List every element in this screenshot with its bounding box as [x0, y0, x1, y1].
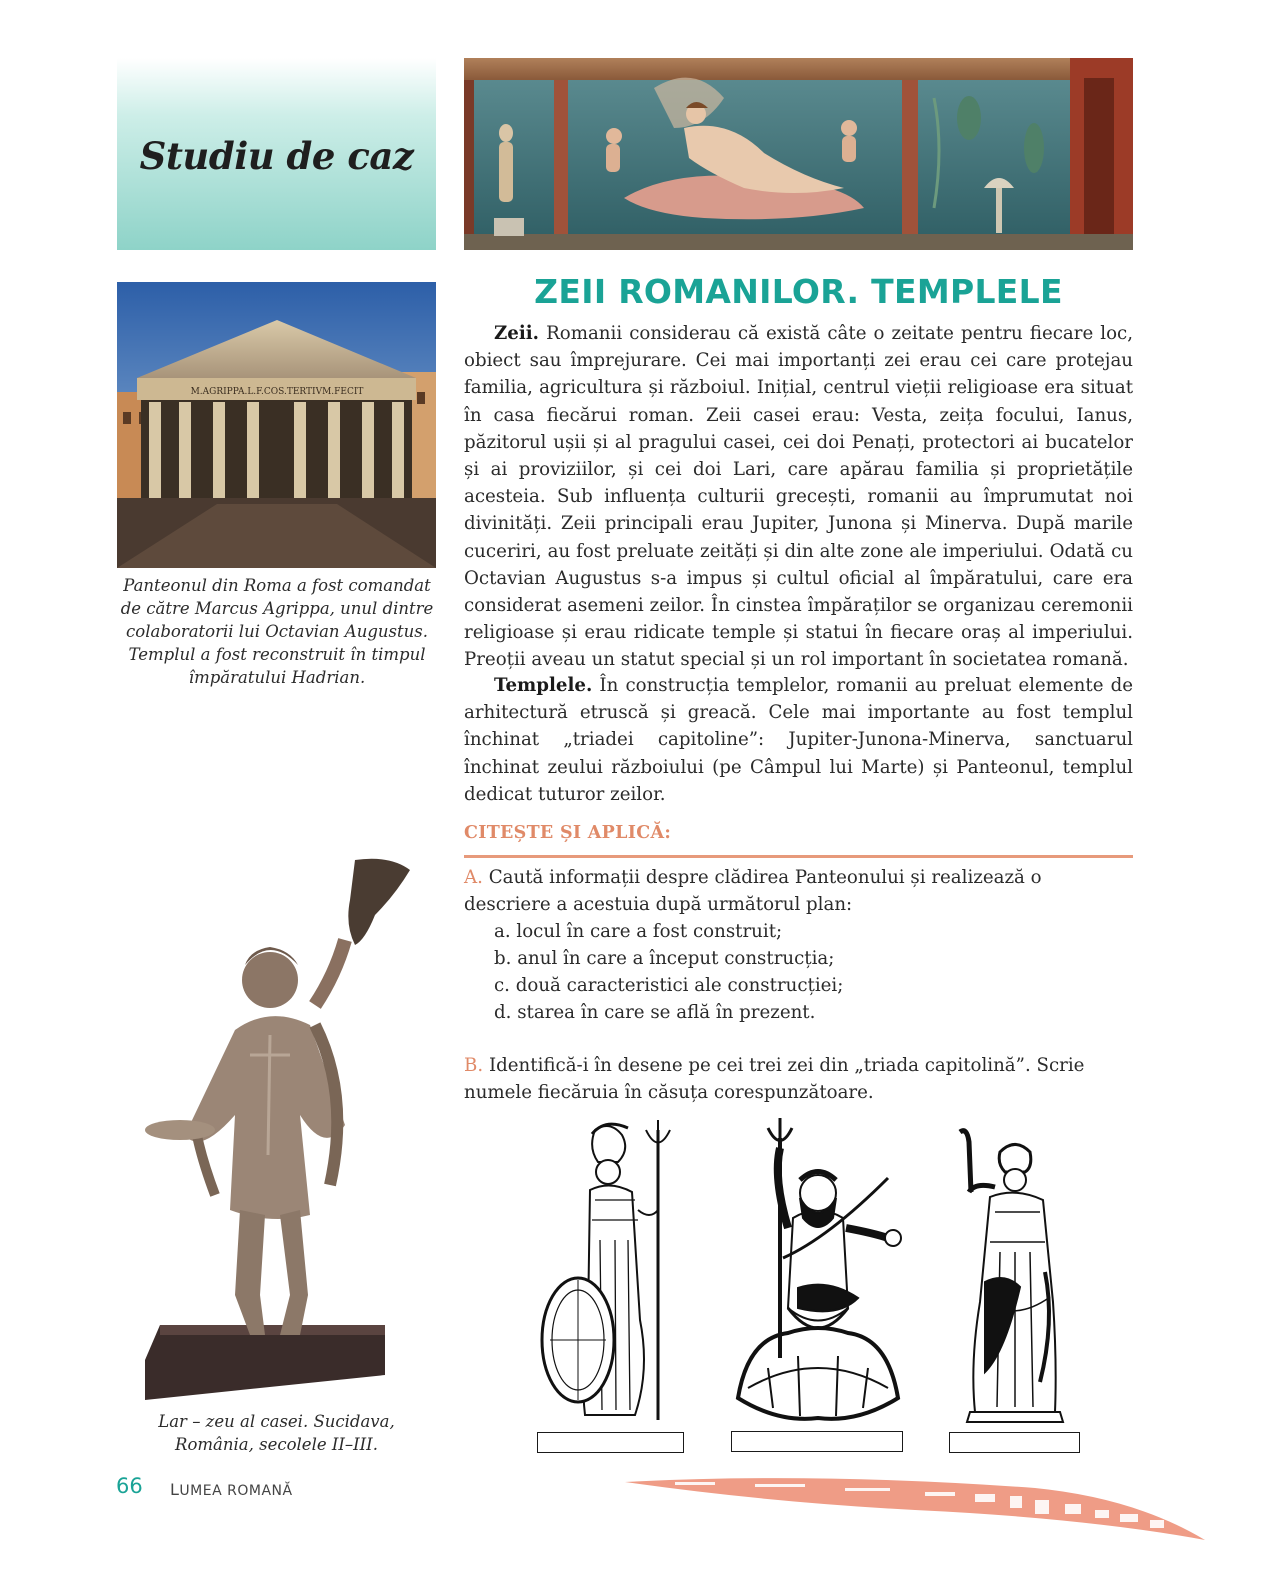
- task-b-text: Identifică-i în desene pe cei trei zei din „triada capitolină”. Scrie numele fiecăruia în căsuța corespunzătoare.: [464, 1055, 1085, 1103]
- caption-line: Templul a fost reconstruit în timpul: [128, 645, 426, 664]
- pantheon-photo: [117, 282, 436, 568]
- caption-line: colaboratorii lui Octavian Augustus.: [126, 622, 428, 641]
- running-title: [170, 1480, 293, 1499]
- temples-text: În construcția templelor, romanii au preluat elemente de arhitectură etruscă și greacă. Cele mai importante au fost templul închinat „triadei capitoline”: Jupiter-Junona-Minerva, sanctuarul închinat zeului războiului (pe Câmpul lui Marte) și Panteonul, templul dedicat tuturor zeilor.: [464, 675, 1133, 805]
- temples-heading: Templele.: [494, 675, 593, 696]
- page-number: 66: [116, 1474, 143, 1498]
- gods-paragraph: [464, 320, 1133, 674]
- lar-statuette-image: [140, 855, 410, 1400]
- case-study-banner: [117, 58, 436, 250]
- list-item: c. două caracteristici ale construcției;: [494, 975, 844, 996]
- exercise-divider: [464, 855, 1133, 858]
- task-a-text: Caută informații despre clădirea Panteonului și realizează o descriere a acestuia după următorul plan:: [464, 867, 1042, 915]
- caption-line: Lar – zeu al casei. Sucidava,: [158, 1412, 395, 1431]
- caption-line: împăratului Hadrian.: [188, 668, 366, 687]
- lar-caption: [117, 1410, 436, 1456]
- section-title: ZEII ROMANILOR. TEMPLELE: [534, 272, 1063, 311]
- task-b: [464, 1052, 1133, 1106]
- answer-box-minerva[interactable]: [537, 1432, 684, 1453]
- pantheon-caption: [110, 574, 444, 689]
- caption-line: Panteonul din Roma a fost comandat: [123, 576, 431, 595]
- task-b-letter: B.: [464, 1055, 484, 1076]
- caption-line: România, secolele II–III.: [175, 1435, 378, 1454]
- caption-line: de către Marcus Agrippa, unul dintre: [120, 599, 434, 618]
- task-a-plan-list: [494, 918, 1133, 1026]
- answer-box-jupiter[interactable]: [731, 1431, 903, 1452]
- running-title-rest: UMEA ROMANĂ: [179, 1483, 293, 1499]
- exercise-header: CITEȘTE ȘI APLICĂ:: [464, 823, 672, 843]
- list-item: b. anul în care a început construcția;: [494, 948, 835, 969]
- footer-ornament: [615, 1470, 1215, 1542]
- answer-box-juno[interactable]: [949, 1432, 1080, 1453]
- case-study-title: Studiu de caz: [139, 134, 414, 178]
- running-title-initial: L: [170, 1480, 180, 1499]
- jupiter-drawing: [728, 1118, 908, 1426]
- juno-drawing: [945, 1122, 1070, 1425]
- gods-text: Romanii considerau că există câte o zeitate pentru fiecare loc, obiect sau împrejurare. Cei mai importanți zei erau cei care protejau familia, agricultura și războiul. Inițial, centrul vieții religioase era situat în casa fiecărui roman. Zeii casei erau: Vesta, zeița focului, Ianus, păzitorul ușii și al pragului casei, cei doi Penați, protectori ai bucatelor și ai proviziilor, și cei doi Lari, care apărau familia și proprietățile acesteia. Sub influența culturii grecești, romanii au împrumutat noi divinități. Zeii principali erau Jupiter, Junona și Minerva. După marile cuceriri, au fost preluate zeități și din alte zone ale imperiului. Odată cu Octavian Augustus s-a impus și cultul oficial al împăratului, care era considerat asemeni zeilor. În cinstea împăraților se organizau ceremonii religioase și erau ridicate temple și statui în fiecare oraș al imperiului. Preoții aveau un statut special și un rol important în societatea romană.: [464, 323, 1133, 671]
- pantheon-inscription: M.AGRIPPA.L.F.COS.TERTIVM.FECIT: [190, 387, 364, 397]
- gods-heading: Zeii.: [494, 323, 539, 344]
- task-a-letter: A.: [464, 867, 483, 888]
- minerva-drawing: [540, 1120, 680, 1425]
- list-item: d. starea în care se află în prezent.: [494, 1002, 816, 1023]
- venus-fresco-image: [464, 58, 1133, 250]
- task-a: [464, 864, 1133, 1026]
- temples-paragraph: [464, 672, 1133, 808]
- list-item: a. locul în care a fost construit;: [494, 921, 783, 942]
